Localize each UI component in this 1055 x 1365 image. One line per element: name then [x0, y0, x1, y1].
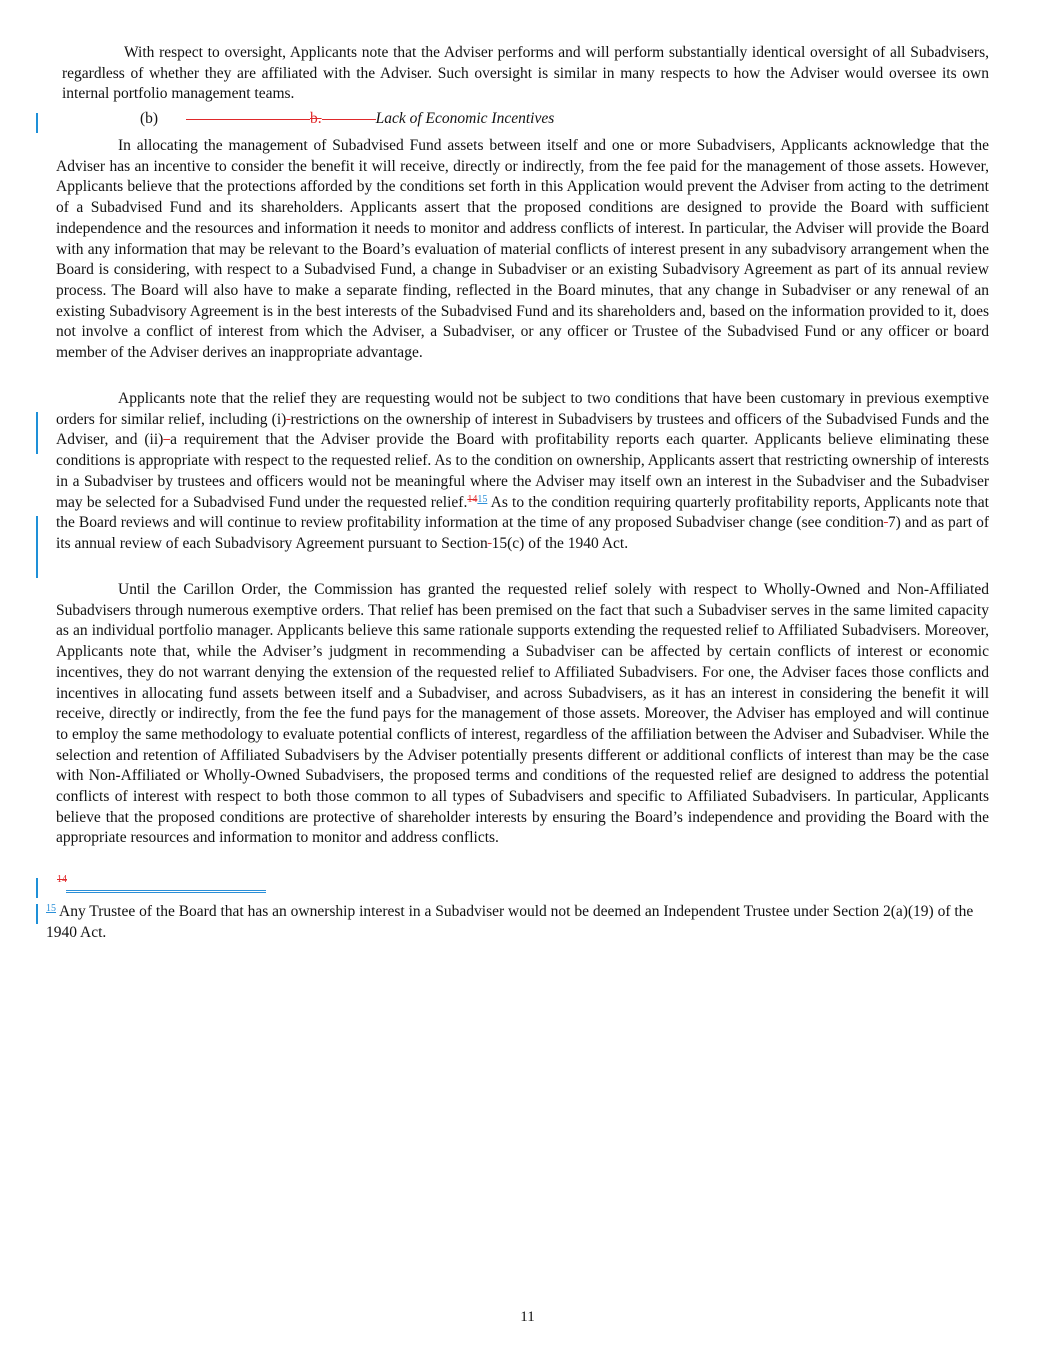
deleted-heading-label: b.: [310, 110, 322, 127]
text-run: 15(c) of the 1940 Act.: [491, 534, 629, 552]
change-bar: [36, 113, 38, 133]
heading-label: (b): [140, 110, 159, 127]
footnote-ref-15[interactable]: 15: [477, 493, 488, 505]
paragraph-relief: [56, 389, 989, 555]
page-number: 11: [520, 1309, 535, 1325]
footnote-number: 15: [46, 903, 56, 914]
change-bar: [36, 904, 38, 924]
footnote-15: [46, 902, 1006, 943]
paragraph-oversight: With respect to oversight, Applicants note that the Adviser performs and will perform substantially identical oversight of all Subadvisers, regardless of whether they are affiliated with the Adviser. Such oversight is similar in many respects to how the Adviser would oversee its own internal portfolio management teams.: [62, 44, 989, 103]
change-bar: [36, 516, 38, 578]
deleted-tab: [186, 119, 310, 120]
section-heading: [140, 110, 554, 128]
text-run: Applicants note that the relief they are requesting would not be subject to two conditions that have been customary in previous exemptive orders for similar relief, including (i): [56, 390, 989, 428]
footnote-separator: [66, 890, 266, 891]
paragraph-allocating: In allocating the management of Subadvised Fund assets between itself and one or more Subadvisers, Applicants acknowledge that the Adviser has an incentive to consider the benefit it will receive, directly or indirectly, from the fee paid for the management of those assets. However, Applicants believe that the protections afforded by the conditions set forth in this Application would prevent the Adviser from acting to the detriment of a Subadvised Fund and its shareholders. Applicants assert that the proposed conditions are designed to provide the Board with sufficient independence and the resources and information it needs to monitor and address conflicts of interest. In particular, the Adviser will provide the Board with any information that may be relevant to the Board’s evaluation of material conflicts of interest present in any subadvisory arrangement when the Board is considering, with respect to a Subadvised Fund, a change in Subadviser or an existing Subadvisory Agreement as part of its annual review process. The Board will also have to make a separate finding, reflected in the Board minutes, that any change in Subadviser or any renewal of an existing Subadvisory Agreement is in the best interests of the Subadvised Fund and its shareholders and, based on the information provided to it, does not involve a conflict of interest from which the Adviser, a Subadviser, or any officer or Trustee of the Subadvised Fund or any officer or board member of the Adviser derives an inappropriate advantage.: [56, 137, 989, 362]
text-run: restrictions on the ownership of interest in Subadvisers by trustees and officers of the Subadvised Funds and the Adviser, and (ii): [56, 410, 990, 449]
text-run: As to the condition requiring quarterly profitability reports, Applicants note that the Board reviews and will continue to review profitability information at the time of any proposed Subadviser change (see condition: [56, 493, 989, 532]
deleted-tab: [322, 119, 376, 120]
text-run: 7) and as part of its annual review of each Subadvisory Agreement pursuant to Section: [56, 514, 990, 552]
footnote-text: Any Trustee of the Board that has an ownership interest in a Subadviser would not be deemed an Independent Trustee under Section 2(a)(19) of the 1940 Act.: [46, 903, 974, 941]
deleted-footnote-ref: 14: [467, 493, 478, 505]
deleted-footnote-number: 14: [57, 874, 67, 885]
change-bar: [36, 412, 38, 454]
heading-title: Lack of Economic Incentives: [375, 110, 555, 127]
paragraph-carillon: Until the Carillon Order, the Commission has granted the requested relief solely with respect to Wholly-Owned and Non-Affiliated Subadvisers through numerous exemptive orders. That relief has been premised on the fact that such a Subadviser serves in the same limited capacity as an individual portfolio manager. Applicants believe this same rationale supports extending the requested relief to Affiliated Subadvisers. Moreover, Applicants note that, while the Adviser’s judgment in recommending a Subadviser can be affected by certain conflicts of interest or economic incentives, they do not warrant denying the extension of the requested relief to Affiliated Subadvisers. For one, the Adviser faces those conflicts and incentives in allocating fund assets between itself and a Subadviser, and across Subadvisers, as it has an interest in considering the benefit it will receive, directly or indirectly, from the fee the fund pays for the management of those assets. Moreover, the Adviser has employed and will continue to employ the same methodology to evaluate potential conflicts of interest, regardless of the affiliation between the Adviser and Subadviser. While the selection and retention of Affiliated Subadvisers by the Adviser potentially presents different or additional conflicts of interest than may be the case with Non-Affiliated or Wholly-Owned Subadvisers, the proposed terms and conditions of the requested relief are designed to address the potential conflicts of interest with respect to both those common to all types of Subadvisers and specific to Affiliated Subadvisers. In particular, Applicants believe that the proposed conditions are protective of shareholder interests by ensuring the Board’s independence and providing the Board with the appropriate resources and information to monitor and address conflicts.: [56, 581, 989, 847]
change-bar: [36, 878, 38, 898]
text-run: a requirement that the Adviser provide the Board with profitability reports each quarter. Applicants believe eliminating these conditions is appropriate with respect to the requested relief. As to the condition on ownership, Applicants assert that restricting ownership of interests in a Subadviser by trustees and officers would not be meaningful where the Adviser may itself own an interest in the Subadviser and the Subadviser may be selected for a Subadvised Fund under the requested relief.: [56, 431, 989, 511]
